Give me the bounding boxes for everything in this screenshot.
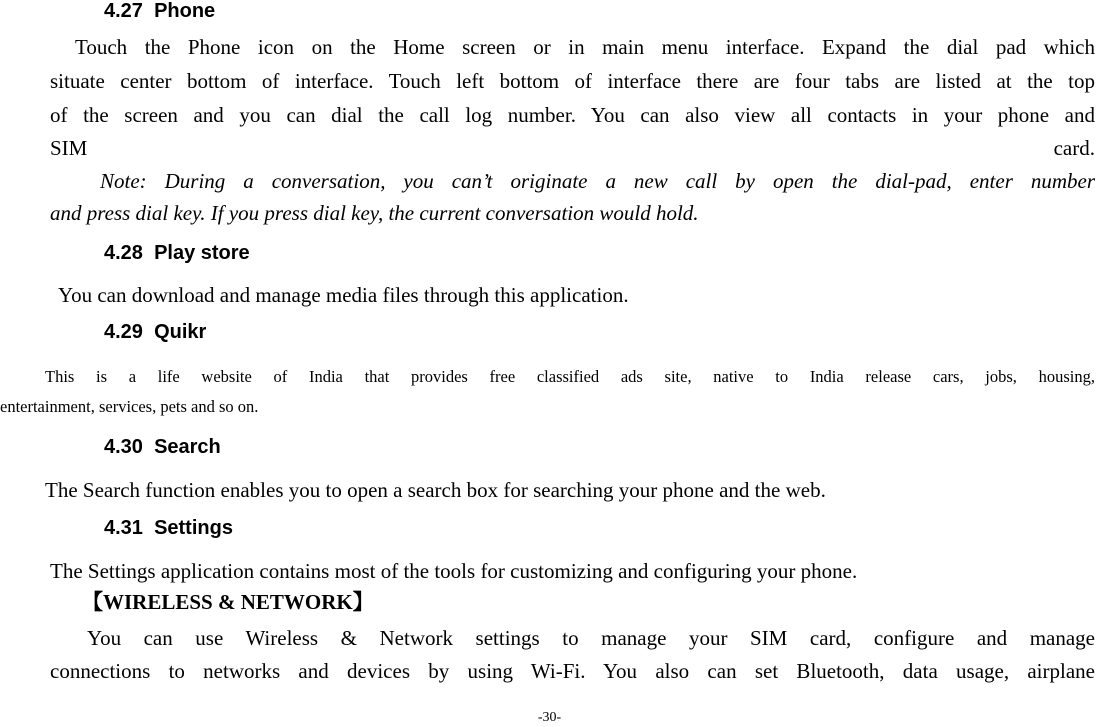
- page-number: -30-: [537, 710, 562, 725]
- section-number: 4.31: [104, 517, 143, 539]
- section-number: 4.29: [104, 321, 143, 343]
- note-line: Note: During a conversation, you can’t originate a new call by open the dial-pad, enter number: [100, 169, 1095, 193]
- section-number: 4.27: [104, 0, 143, 22]
- paragraph-line: You can download and manage media files through this application.: [58, 283, 629, 307]
- note-line: and press dial key. If you press dial key, the current conversation would hold.: [50, 201, 699, 225]
- paragraph-line: This is a life website of India that provides free classified ads site, native to India release cars, jobs, housing,: [45, 367, 1095, 386]
- section-title: Quikr: [154, 321, 207, 343]
- section-number: 4.28: [104, 242, 143, 264]
- paragraph-line: Touch the Phone icon on the Home screen or in main menu interface. Expand the dial pad which: [75, 35, 1095, 59]
- section-heading-4-29: [104, 321, 206, 344]
- paragraph-line: entertainment, services, pets and so on.: [0, 397, 259, 416]
- section-title: Settings: [154, 517, 233, 539]
- paragraph-line: The Search function enables you to open a search box for searching your phone and the web.: [45, 478, 826, 502]
- paragraph-line: situate center bottom of interface. Touch left bottom of interface there are four tabs are listed at the top: [50, 69, 1095, 93]
- paragraph-line: The Settings application contains most of the tools for customizing and configuring your phone.: [50, 559, 858, 583]
- paragraph-line: SIM card.: [50, 136, 1095, 160]
- subheading: 【WIRELESS & NETWORK】: [82, 590, 374, 614]
- paragraph-line: connections to networks and devices by using Wi-Fi. You also can set Bluetooth, data usage, airplane: [50, 659, 1095, 683]
- paragraph-line: of the screen and you can dial the call log number. You can also view all contacts in your phone and: [50, 103, 1095, 127]
- section-number: 4.30: [104, 436, 143, 458]
- section-heading-4-27: [104, 0, 215, 23]
- section-heading-4-28: [104, 242, 250, 265]
- section-heading-4-31: [104, 517, 233, 540]
- section-title: Phone: [154, 0, 216, 22]
- paragraph-line: You can use Wireless & Network settings to manage your SIM card, configure and manage: [87, 626, 1095, 650]
- section-title: Play store: [154, 242, 250, 264]
- section-title: Search: [154, 436, 221, 458]
- section-heading-4-30: [104, 436, 221, 459]
